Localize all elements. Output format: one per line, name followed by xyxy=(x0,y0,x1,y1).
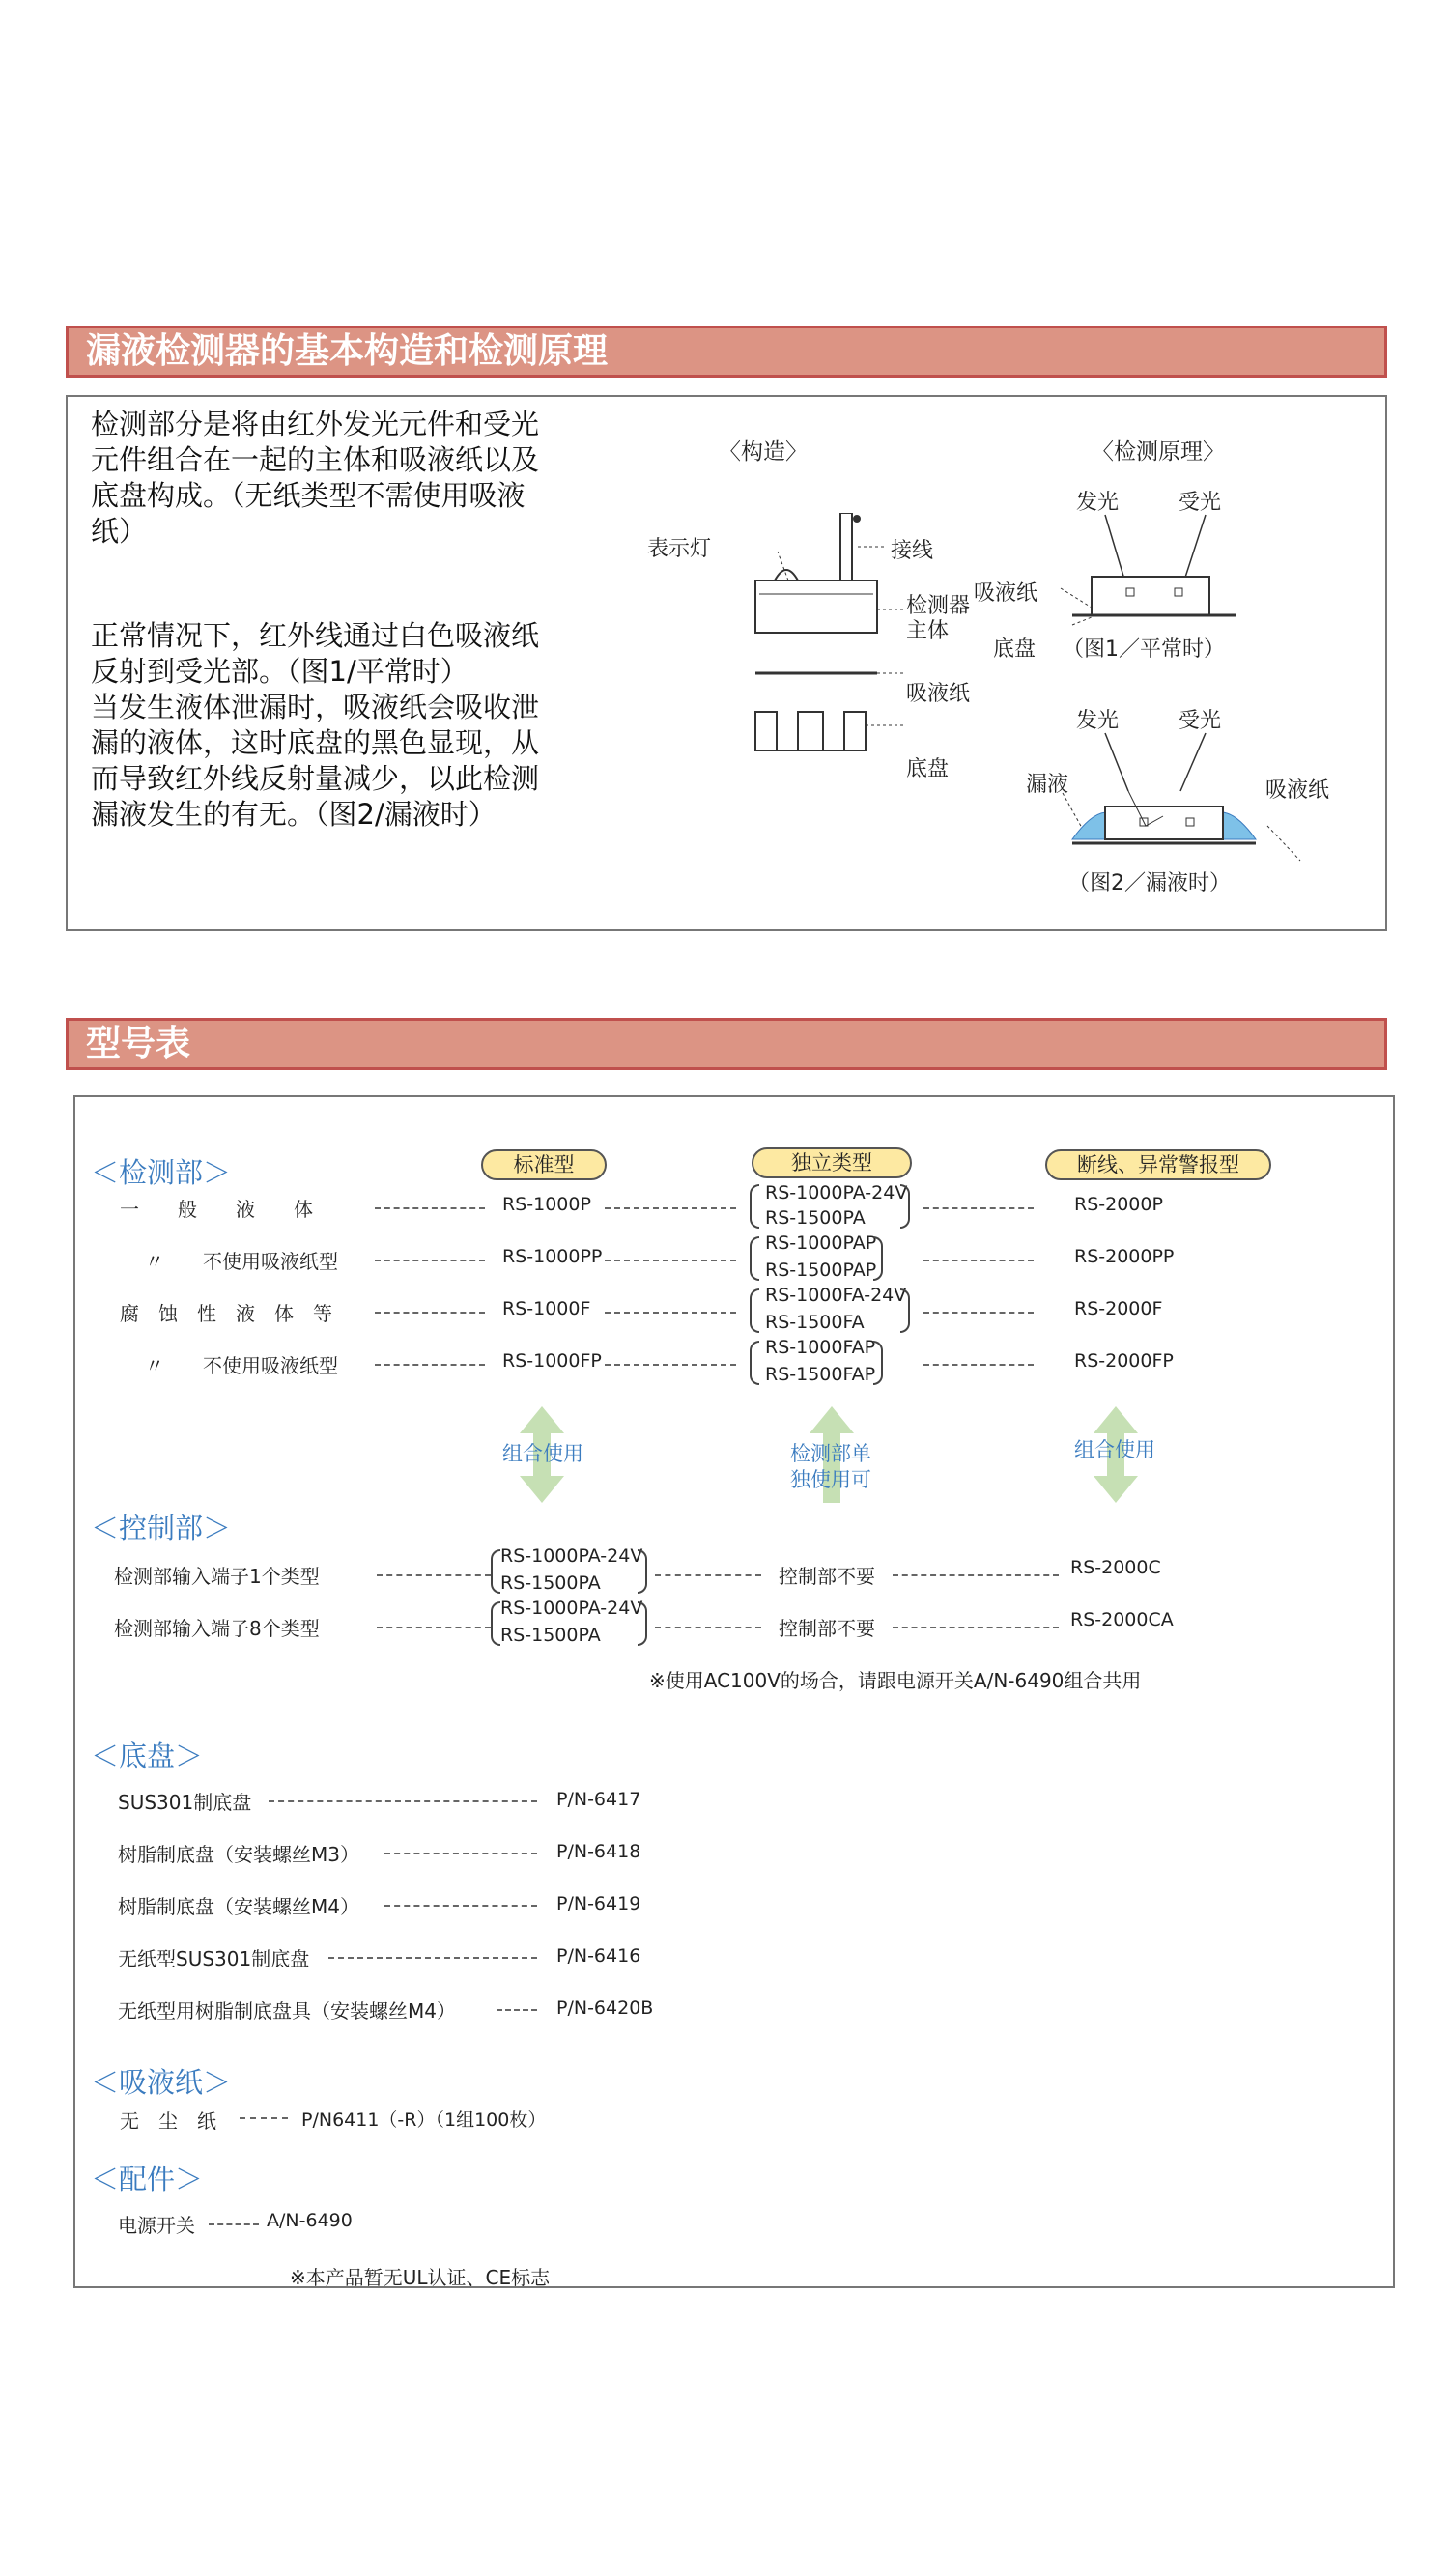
principle-heading: 〈检测原理〉 xyxy=(1092,439,1225,465)
controller-not-required: 控制部不要 xyxy=(779,1617,875,1640)
parts-category: ＜配件＞ xyxy=(91,2163,204,2195)
detector-standalone-model: RS-1000PA-24V xyxy=(765,1182,908,1203)
controller-category: ＜控制部＞ xyxy=(91,1512,232,1544)
arrow-label-combined: 组合使用 xyxy=(502,1442,583,1465)
section-title-model-table: 型号表 xyxy=(66,1018,1387,1070)
label-absorbent-paper: 吸液纸 xyxy=(906,682,971,706)
tray-part-number: P/N-6419 xyxy=(556,1893,641,1914)
paper-part-number: P/N6411（-R）（1组100枚） xyxy=(301,2109,547,2131)
detector-standalone-model: RS-1500PAP xyxy=(765,1260,877,1281)
detector-row-name: 一 般 液 体 xyxy=(120,1198,313,1221)
label-leak: 漏液 xyxy=(1026,773,1069,797)
figure-2-caption: （图2／漏液时） xyxy=(1068,871,1231,895)
tray-row-name: 无纸型用树脂制底盘具（安装螺丝M4） xyxy=(118,1999,456,2023)
principle-box xyxy=(66,395,1387,931)
controller-note: ※使用AC100V的场合，请跟电源开关A/N-6490组合共用 xyxy=(649,1669,1142,1692)
controller-row-name: 检测部输入端子1个类型 xyxy=(114,1565,320,1588)
tray-part-number: P/N-6420B xyxy=(556,1997,654,2019)
label-paper-1: 吸液纸 xyxy=(974,581,1038,606)
detector-standalone-model: RS-1500FA xyxy=(765,1312,865,1333)
label-indicator-lamp: 表示灯 xyxy=(647,537,712,561)
tray-part-number: P/N-6416 xyxy=(556,1945,641,1967)
detector-standard-model: RS-1000P xyxy=(502,1194,591,1215)
description-paragraph-2: 正常情况下，红外线通过白色吸液纸 反射到受光部。（图1/平常时） 当发生液体泄漏时，吸液纸会吸收泄 漏的液体，这时底盘的黑色显现，从 而导致红外线反射量减少，以此检测 漏液发生的有无。（图2/漏液时） xyxy=(91,619,540,831)
controller-row-name: 检测部输入端子8个类型 xyxy=(114,1617,320,1640)
tray-row-name: 无纸型SUS301制底盘 xyxy=(118,1947,310,1970)
tray-part-number: P/N-6418 xyxy=(556,1841,641,1862)
tray-row-name: SUS301制底盘 xyxy=(118,1791,252,1814)
description-paragraph-1: 检测部分是将由红外发光元件和受光 元件组合在一起的主体和吸液纸以及 底盘构成。（无纸类型不需使用吸液 纸） xyxy=(91,408,540,548)
detector-standard-model: RS-1000F xyxy=(502,1298,591,1319)
detector-standalone-model: RS-1500PA xyxy=(765,1207,866,1229)
principle-figure-1 xyxy=(1043,511,1323,627)
label-tray: 底盘 xyxy=(906,757,950,781)
pill-standalone: 独立类型 xyxy=(752,1147,912,1178)
controller-detector-model: RS-1500PA xyxy=(500,1625,601,1646)
detector-alarm-model: RS-2000F xyxy=(1074,1298,1163,1319)
tray-row-name: 树脂制底盘（安装螺丝M3） xyxy=(118,1843,359,1866)
detector-standalone-model: RS-1000PAP xyxy=(765,1232,877,1254)
paper-name: 无 尘 纸 xyxy=(120,2109,216,2133)
label-tray-1: 底盘 xyxy=(993,637,1037,662)
pill-alarm: 断线、异常警报型 xyxy=(1045,1149,1271,1180)
controller-not-required: 控制部不要 xyxy=(779,1565,875,1588)
detector-row-name: 〃 不使用吸液纸型 xyxy=(145,1250,338,1273)
parts-part-number: A/N-6490 xyxy=(267,2210,353,2231)
tray-category: ＜底盘＞ xyxy=(91,1740,204,1772)
detector-row-name: 〃 不使用吸液纸型 xyxy=(145,1354,338,1377)
detector-category: ＜检测部＞ xyxy=(91,1156,232,1189)
label-receive-2: 受光 xyxy=(1179,709,1222,733)
arrow-label-combined: 组合使用 xyxy=(1074,1438,1155,1461)
arrow-label-standalone: 检测部单 独使用可 xyxy=(790,1442,871,1491)
detector-alarm-model: RS-2000P xyxy=(1074,1194,1163,1215)
section-title-principle: 漏液检测器的基本构造和检测原理 xyxy=(66,326,1387,378)
principle-figure-2 xyxy=(1043,729,1333,864)
label-receive-1: 受光 xyxy=(1179,491,1222,515)
parts-name: 电源开关 xyxy=(118,2214,195,2237)
detector-row-name: 腐 蚀 性 液 体 等 xyxy=(120,1302,332,1325)
controller-detector-model: RS-1000PA-24V xyxy=(500,1545,643,1567)
paper-category: ＜吸液纸＞ xyxy=(91,2066,232,2099)
pill-standard: 标准型 xyxy=(481,1149,607,1180)
label-paper-2: 吸液纸 xyxy=(1265,778,1330,803)
label-wire: 接线 xyxy=(891,539,934,563)
tray-row-name: 树脂制底盘（安装螺丝M4） xyxy=(118,1895,359,1918)
detector-standard-model: RS-1000PP xyxy=(502,1246,603,1267)
detector-standalone-model: RS-1500FAP xyxy=(765,1364,876,1385)
label-emit-2: 发光 xyxy=(1076,709,1120,733)
label-emit-1: 发光 xyxy=(1076,491,1120,515)
controller-model: RS-2000C xyxy=(1070,1557,1161,1578)
certification-note: ※本产品暂无UL认证、CE标志 xyxy=(290,2266,551,2289)
figure-1-caption: （图1／平常时） xyxy=(1063,637,1225,662)
structure-heading: 〈构造〉 xyxy=(719,439,808,465)
detector-standalone-model: RS-1000FAP xyxy=(765,1337,876,1358)
detector-alarm-model: RS-2000PP xyxy=(1074,1246,1175,1267)
detector-standard-model: RS-1000FP xyxy=(502,1350,602,1372)
controller-detector-model: RS-1500PA xyxy=(500,1572,601,1594)
controller-detector-model: RS-1000PA-24V xyxy=(500,1598,643,1619)
tray-part-number: P/N-6417 xyxy=(556,1789,641,1810)
label-detector-body: 检测器 主体 xyxy=(906,594,971,643)
controller-model: RS-2000CA xyxy=(1070,1609,1174,1630)
detector-standalone-model: RS-1000FA-24V xyxy=(765,1285,907,1306)
detector-alarm-model: RS-2000FP xyxy=(1074,1350,1174,1372)
